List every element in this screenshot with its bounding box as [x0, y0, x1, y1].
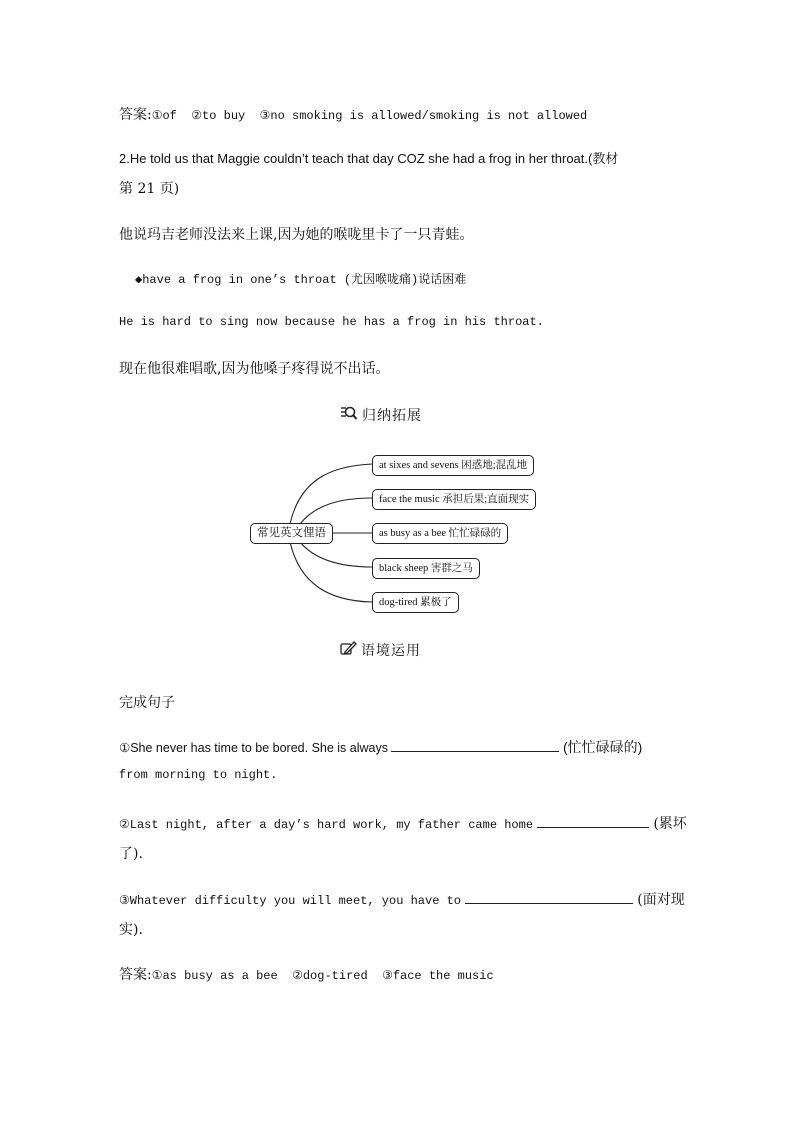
question-2-hint: (累坏: [653, 816, 687, 832]
answer-blank-1[interactable]: [391, 739, 559, 752]
answer-label: 答案:: [119, 967, 152, 983]
exercise-heading: 完成句子: [119, 695, 175, 711]
mindmap-branch: at sixes and sevens 困惑地;混乱地: [372, 455, 534, 476]
answer-text: ①as busy as a bee ②dog-tired ③face the music: [151, 969, 494, 983]
mindmap-branch: as busy as a bee 忙忙碌碌的: [372, 523, 508, 544]
question-2-continuation: 了).: [119, 846, 143, 862]
question-2-text: ②Last night, after a day’s hard work, my father came home: [119, 818, 534, 832]
answer-label: 答案:: [119, 107, 152, 123]
mindmap-branch: face the music 承担后果;直面现实: [372, 489, 536, 510]
answer-blank-3[interactable]: [465, 891, 633, 904]
example-translation: 现在他很难唱歌,因为他嗓子疼得说不出话。: [119, 361, 390, 377]
mindmap-center: 常见英文俚语: [250, 523, 333, 544]
question-2: [119, 813, 687, 833]
item2-sentence-line2: 第 21 页): [119, 181, 180, 197]
section-expand-label: 归纳拓展: [362, 408, 422, 424]
question-1-text: ①She never has time to be bored. She is always: [119, 741, 388, 755]
section-usage-title: [340, 640, 421, 660]
answer-text: ①of ②to buy ③no smoking is allowed/smoking is not allowed: [151, 109, 588, 123]
example-sentence: He is hard to sing now because he has a frog in his throat.: [119, 315, 544, 329]
mindmap-branch: dog-tired 累极了: [372, 592, 459, 613]
mindmap-branch: black sheep 害群之马: [372, 558, 480, 579]
answer-blank-2[interactable]: [537, 815, 649, 828]
item2-translation: 他说玛吉老师没法来上课,因为她的喉咙里卡了一只青蛙。: [119, 227, 474, 243]
question-1-continuation: from morning to night.: [119, 768, 278, 782]
answer-line-2: [119, 964, 494, 984]
question-1-hint: (忙忙碌碌的): [562, 739, 643, 755]
item2-sentence-line1: 2.He told us that Maggie couldn’t teach that day COZ she had a frog in her throat.(教材: [119, 151, 619, 166]
pencil-icon: [340, 640, 357, 660]
question-1: [119, 737, 642, 757]
question-3-hint: (面对现: [637, 892, 685, 908]
question-3-continuation: 实).: [119, 922, 143, 938]
question-3-text: ③Whatever difficulty you will meet, you have to: [119, 894, 462, 908]
question-3: [119, 889, 685, 909]
phrase-bullet: ◆have a frog in one’s throat (尤因喉咙痛)说话困难: [135, 273, 467, 287]
section-usage-label: 语境运用: [361, 643, 421, 659]
